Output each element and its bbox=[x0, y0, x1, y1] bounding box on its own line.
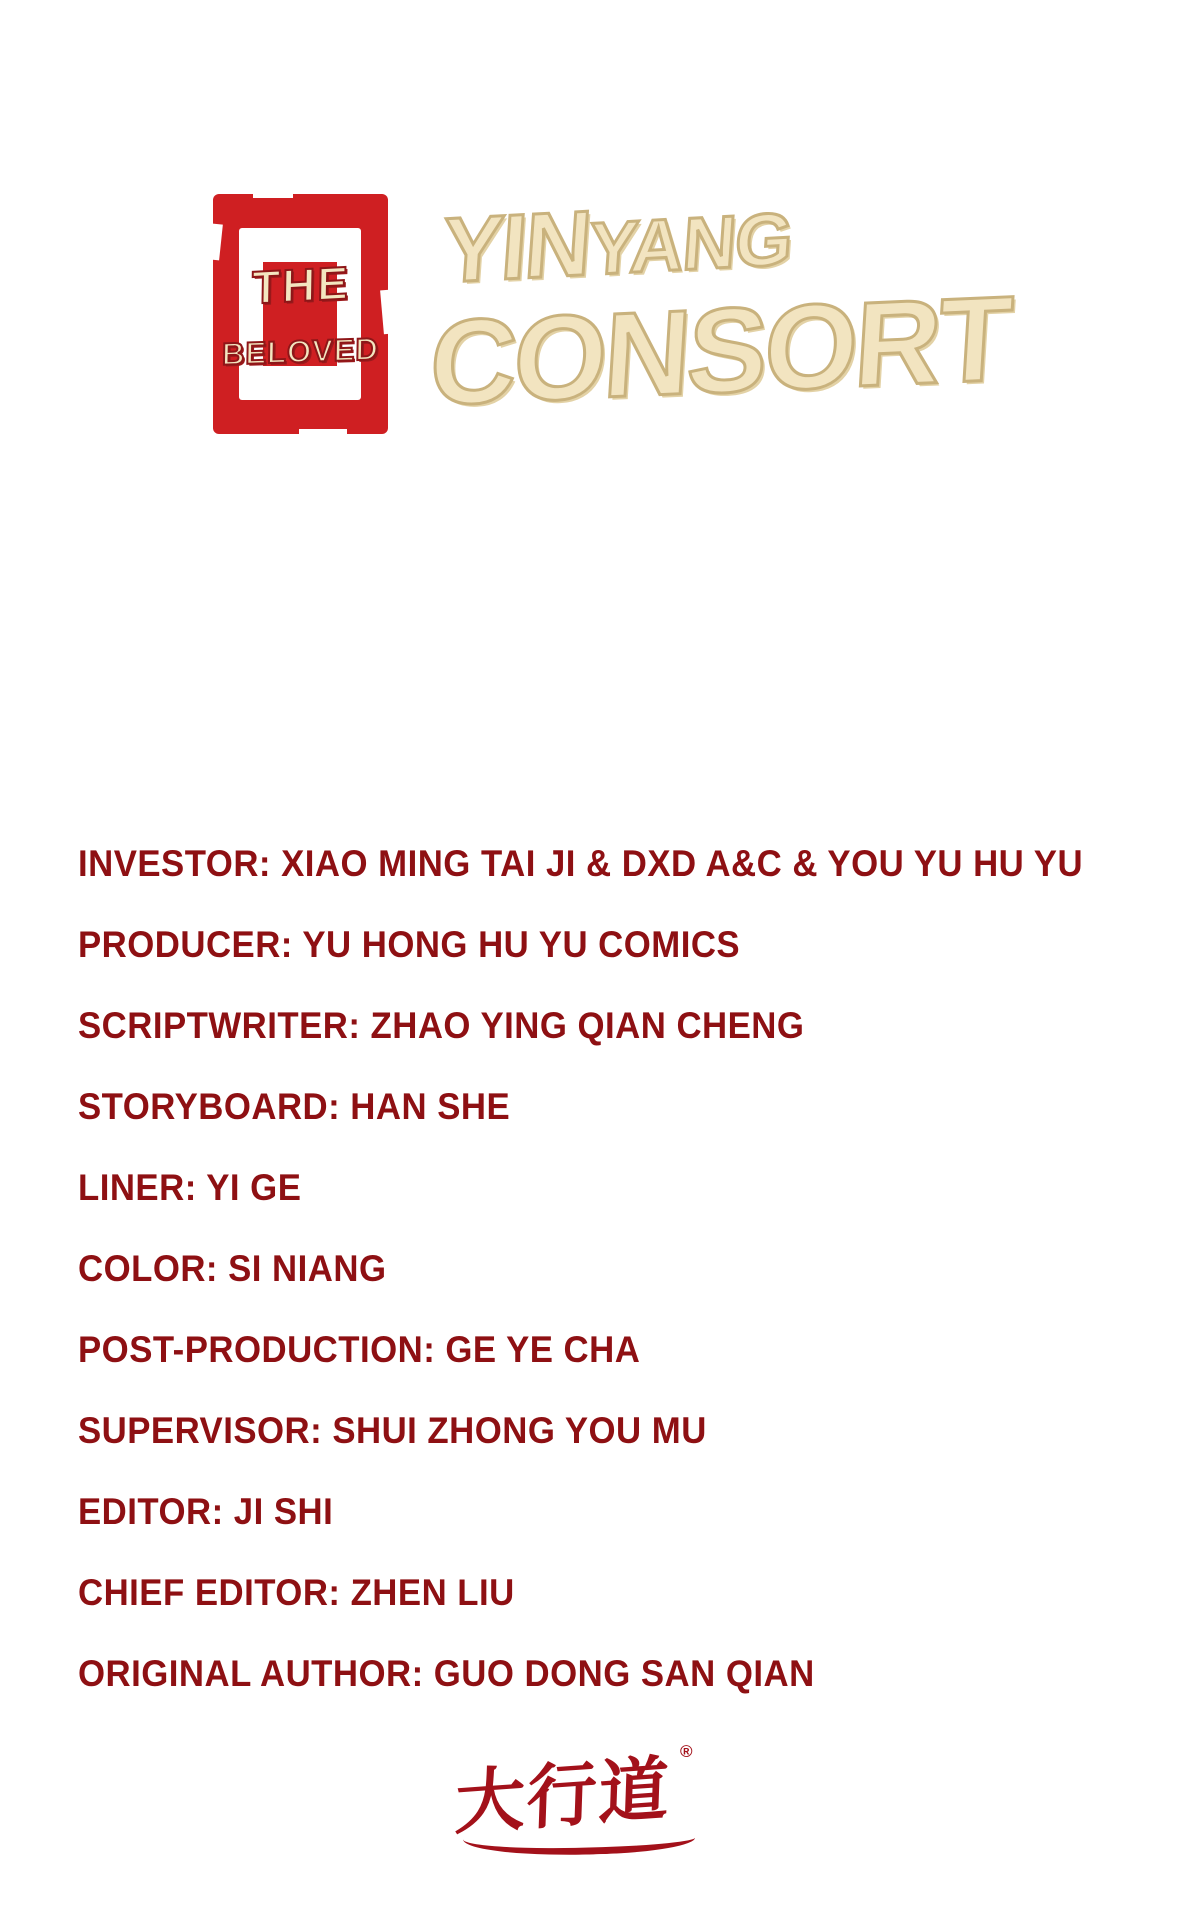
credit-line-color: COLOR: SI NIANG bbox=[78, 1248, 387, 1289]
credit-line-supervisor: SUPERVISOR: SHUI ZHONG YOU MU bbox=[78, 1410, 707, 1451]
wordmark-word-yang: YANG bbox=[586, 196, 795, 291]
credit-line-editor: EDITOR: JI SHI bbox=[78, 1491, 334, 1532]
title-word-beloved: BELOVED bbox=[221, 331, 380, 372]
credit-line-original-author: ORIGINAL AUTHOR: GUO DONG SAN QIAN bbox=[78, 1653, 815, 1694]
registered-trademark-icon: ® bbox=[680, 1742, 693, 1761]
credit-line-producer: PRODUCER: YU HONG HU YU COMICS bbox=[78, 924, 741, 965]
publisher-logo bbox=[455, 1740, 755, 1870]
credit-line-scriptwriter: SCRIPTWRITER: ZHAO YING QIAN CHENG bbox=[78, 1005, 805, 1046]
credit-line-storyboard: STORYBOARD: HAN SHE bbox=[78, 1086, 511, 1127]
credit-line-post-production: POST-PRODUCTION: GE YE CHA bbox=[78, 1329, 641, 1370]
wordmark-word-yin: YIN bbox=[438, 192, 594, 303]
credit-line-liner: LINER: YI GE bbox=[78, 1167, 302, 1208]
series-wordmark bbox=[426, 170, 1150, 470]
credits-list bbox=[78, 845, 1138, 1736]
title-word-the: THE bbox=[251, 256, 350, 314]
seal-stamp-text bbox=[213, 194, 388, 434]
publisher-logo-brush-swoosh bbox=[462, 1818, 695, 1859]
credit-line-investor: INVESTOR: XIAO MING TAI JI & DXD A&C & YOU YU HU YU bbox=[78, 843, 1084, 884]
publisher-logo-characters: 大行道 bbox=[453, 1747, 672, 1845]
title-logo-block bbox=[0, 170, 1200, 470]
credit-line-chief-editor: CHIEF EDITOR: ZHEN LIU bbox=[78, 1572, 515, 1613]
seal-stamp-logo bbox=[213, 194, 388, 434]
wordmark-line-consort: CONSORT bbox=[426, 271, 1013, 431]
